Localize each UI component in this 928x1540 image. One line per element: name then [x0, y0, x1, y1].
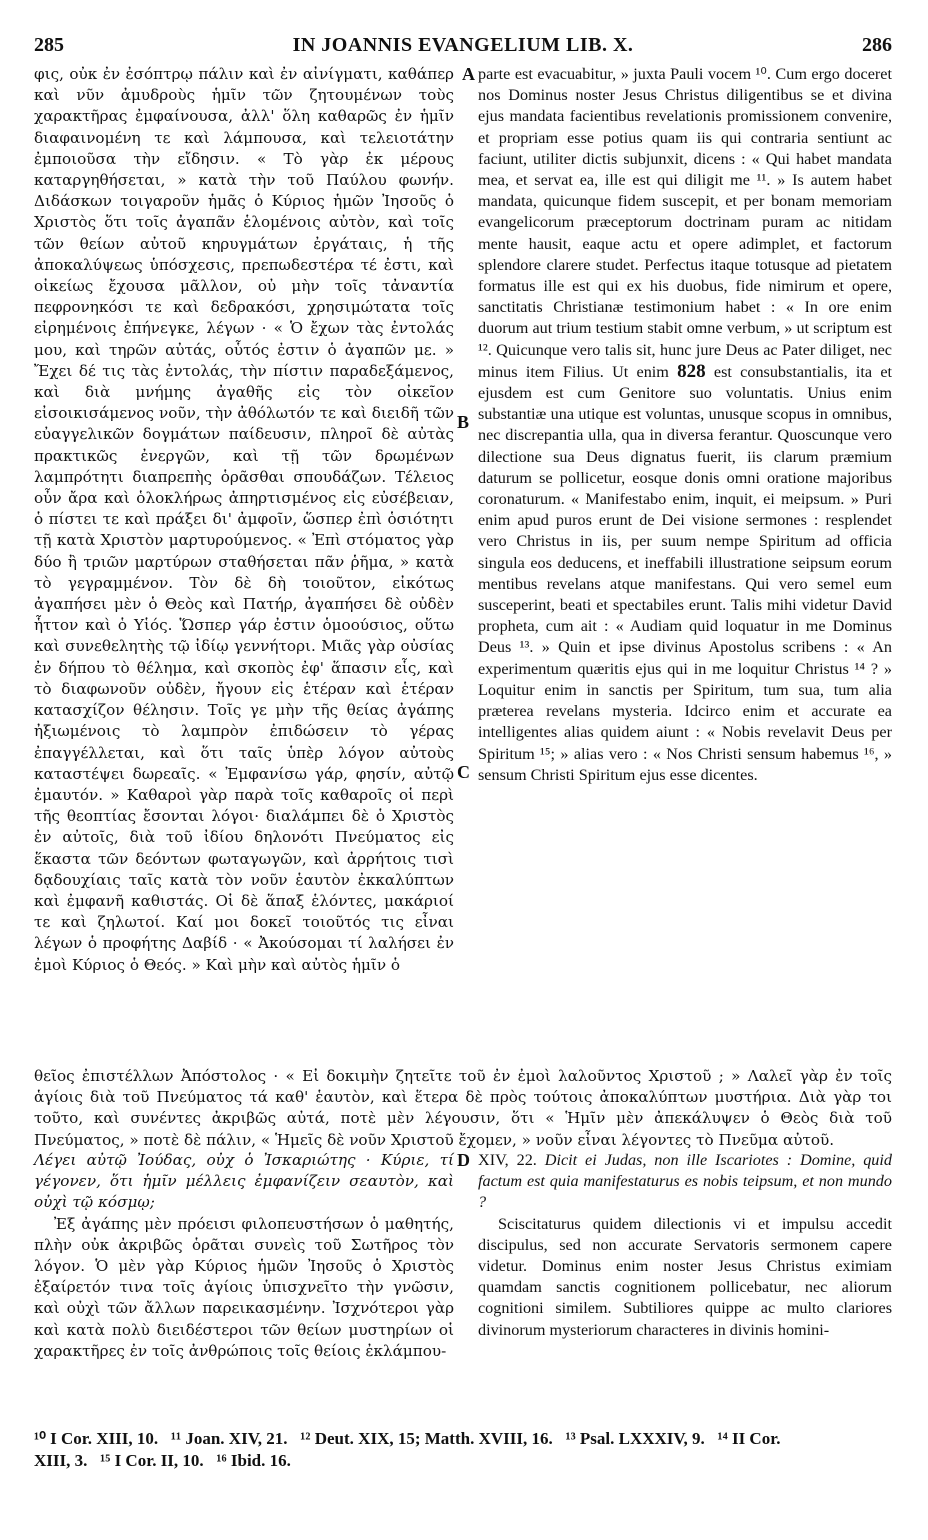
latin-text-top — [478, 64, 892, 786]
greek-lemma: Λέγει αὐτῷ Ἰούδας, οὐχ ὁ Ἰσκαριώτης · Κύριε, τί γέγονεν, ὅτι ἡμῖν μέλλεις ἐμφανίζειν σεαυτὸν, καὶ οὐχὶ τῷ κόσμῳ; — [34, 1151, 454, 1212]
page-number-right: 286 — [862, 34, 892, 56]
latin-text-bottom: Sciscitaturus quidem dilectionis vi et impulsu accedit discipulus, sed non accurate Servatoris sermonem capere videtur. Dominus enim noster Jesus Christus eximiam quamdam sanctis cognitionem pollicebatur, nec aliorum cognitioni similem. Subtiliores quippe ac multo clariores divinorum mysteriorum characteres in divinis homini- — [478, 1214, 892, 1339]
latin-column-bottom — [478, 1150, 892, 1341]
latin-lemma: Dicit ei Judas, non ille Iscariotes : Domine, quid factum est quia manifestaturus es nobis teipsum, et non mundo ? — [478, 1151, 892, 1212]
running-title: IN JOANNIS EVANGELIUM LIB. X. — [292, 34, 634, 56]
margin-marker-d: D — [457, 1150, 470, 1170]
greek-column-bottom — [34, 1150, 454, 1362]
latin-lemma-ref: XIV, 22. — [478, 1151, 537, 1169]
margin-marker-b: B — [457, 412, 470, 432]
footnotes — [34, 1428, 892, 1472]
page-header — [34, 34, 892, 60]
latin-column-top — [478, 64, 892, 786]
greek-column-top — [34, 64, 454, 976]
footnotes-line-2: XIII, 3. ¹⁵ I Cor. II, 10. ¹⁶ Ibid. 16. — [34, 1451, 291, 1470]
latin-lemma-paragraph — [478, 1150, 892, 1214]
greek-fullwidth-passage: θεῖος ἐπιστέλλων Ἀπόστολος · « Εἰ δοκιμὴν ζητεῖτε τοῦ ἐν ἐμοὶ λαλοῦντος Χριστοῦ ; » Λαλεῖ γὰρ ἐν τοῖς ἁγίοις διὰ τοῦ Πνεύματος τά καθ' ἑαυτὸν, καὶ ἕτερα δὲ πρὸς τούτοις ἀποκαλύπτων μυστήρια. Διὰ γὰρ τοι τοῦτο, καὶ συνέντες ἀκριβῶς αὐτά, ποτὲ μὲν λέγουσιν, ὅτι « Ἡμῖν μὲν ἀπεκάλυψεν ὁ Θεὸς διὰ τοῦ Πνεύματος, » ποτὲ δὲ πάλιν, « Ἡμεῖς δὲ νοῦν Χριστοῦ ἔχομεν, » νοῦν εἶναι λέγοντες τὸ Πνεῦμα αὐτοῦ. — [34, 1067, 892, 1149]
page-number-left: 285 — [34, 34, 64, 56]
margin-marker-c: C — [457, 762, 470, 782]
greek-text-top: φις, οὐκ ἐν ἐσόπτρῳ πάλιν καὶ ἐν αἰνίγματι, καθάπερ καὶ νῦν ἀμυδροὺς ἡμῖν τῶν ζητουμένων τοὺς χαρακτῆρας ἐμφαίνουσα, ἀλλ' ὅλη καθαρῶς ἐν ἡμῖν διαφαινομένη τε καὶ λάμπουσα, καὶ τελειοτάτην ἐμποιοῦσα τὴν εἴδησιν. « Τὸ γὰρ ἐκ μέρους καταργηθήσεται, » κατὰ τὴν τοῦ Παύλου φωνήν. Διδάσκων τοιγαροῦν ἡμᾶς ὁ Κύριος ἡμῶν Ἰησοῦς ὁ Χριστὸς ὅτι τοῖς ἀγαπᾶν ἑλομένοις αὐτὸν, καὶ τοῖς τῶν θείων αὐτοῦ κηρυγμάτων ἐργάταις, ἡ τῆς ἀποκαλύψεως ὑπόσχεσις, πρεπωδεστέρα τέ ἐστι, καὶ οἰκείως ἔχουσα μᾶλλον, οὐ μὴν τοῖς τἀναντία πεφρονηκόσι τε καὶ δεδρακόσι, χρησιμώτατα τοῖς εἰρημένοις ἐπήνεγκε, λέγων · « Ὁ ἔχων τὰς ἐντολάς μου, καὶ τηρῶν αὐτάς, οὗτός ἐστιν ὁ ἀγαπῶν με. » Ἔχει δέ τις τὰς ἐντολάς, τὴν πίστιν παραδεξάμενος, καὶ διὰ μνήμης ἀγαθῆς εἰς τὸν οἰκεῖον εἰσοικισάμενος νοῦν, τὴν ἀθόλωτόν τε καὶ διειδῆ τῶν εὐαγγελικῶν δογμάτων παίδευσιν, πληροῖ δὲ αὐτὰς πρακτικῶς ἐνεργῶν, καὶ τῇ τῶν δρωμένων λαμπρότητι διαπρεπὴς ὁρᾶσθαι σπουδάζων. Τέλειος οὖν ἄρα καὶ ὁλοκλήρως ἀπηρτισμένος εἰς εὐσέβειαν, ὁ πίστει τε καὶ πράξει δι' ἀμφοῖν, ὥσπερ ἐπὶ ὁσιότητι τῇ κατὰ Χριστὸν μαρτυρούμενος. « Ἐπὶ στόματος γὰρ δύο ἢ τριῶν μαρτύρων σταθήσεται πᾶν ῥῆμα, » κατὰ τὸ γεγραμμένον. Τὸν δὲ δὴ τοιοῦτον, εἰκότως ἀγαπήσει μὲν ὁ Θεὸς καὶ Πατήρ, ἀγαπήσει δὲ οὐδὲν ἧττον καὶ ὁ Υἱός. Ὥσπερ γάρ ἐστιν ὁμοούσιος, οὕτω καὶ συνεθελητὴς τῷ ἰδίῳ γεννήτορι. Μιᾶς γὰρ οὐσίας ἐν δήπου τὸ θέλημα, καὶ σκοπὸς ἐφ' ἅπασιν εἷς, καὶ τὸ διαφωνοῦν οὐδὲν, ἤγουν εἰς ἑτέραν καὶ ἑτέραν κατασχίζον θέλησιν. Τοῖς γε μὴν τῆς θείας ἀγάπης ἠξιωμένοις τὸ λαμπρὸν ἐπιδώσειν τὸ γέρας ἐπαγγέλλεται, καὶ ὅτι ταῖς ὑπὲρ λόγον αὐτοὺς καταστέψει δωρεαῖς. « Ἐμφανίσω γάρ, φησίν, αὐτῷ ἐμαυτόν. » Καθαροὶ γὰρ παρὰ τοῖς καθαροῖς οἱ περὶ τῆς θεοπτίας ἔσονται λόγοι· διαλάμπει δὲ ὁ Χριστὸς ἐν αὐτοῖς, διὰ τοῦ ἰδίου δηλονότι Πνεύματος εἰς ἕκαστα τῶν δεόντων φωταγωγῶν, καὶ ἀρρήτοις τισὶ δᾳδουχίαις ταῖς κατὰ τὸν νοῦν ἑαυτὸν ἐκκαλύπτων καὶ ἐμφανῆ καθιστάς. Οἱ δὲ ἅπαξ ἑλόντες, μακάριοί τε καὶ ζηλωτοί. Καί μοι δοκεῖ τοιοῦτός τις εἶναι λέγων ὁ προφήτης Δαβίδ · « Ἀκούσομαι τί λαλήσει ἐν ἐμοὶ Κύριος ὁ Θεός. » Καὶ μὴν καὶ αὐτὸς ἡμῖν ὁ — [34, 65, 454, 974]
column-number: 828 — [677, 360, 706, 382]
latin-text-top-b: est consubstantialis, ita et ejusdem est cum Genitore suo voluntatis. Unius enim substantiæ una utique est voluntas, unusque scopus in omnibus, nec discrepantia ulla, qua in diversa ferantur. Quoscunque vero dilectione sua Deus dignatus fuerit, iis clarum præmium daturum se pollicetur, eosque donis omni oratione majoribus coronaturum. « Manifestabo enim, inquit, ei meipsum. » Puri enim apud puros erunt de Dei visione sermones : resplendet vero Christus in iis, per suum nempe Spiritum ad officia singula eos deducens, et ineffabili illustratione seipsum eorum mentibus revelans atque manifestans. Qui vero semel eum susceperint, beati et spectabiles erunt. Talis mihi videtur David propheta, cum ait : « Audiam quid loquatur in me Dominus Deus ¹³. » Quin et ipse divinus Apostolus scribens : « An experimentum quæritis ejus qui in me loquitur Christus ¹⁴ ? » Loquitur enim in sanctis per Spiritum, tum sua, tum alia præterea revelans mysteria. Idcirco enim et accurate ea intelligentes alias quidem aiunt : « Nobis revelavit Deus per Spiritum ¹⁵; » alias vero : « Nos Christi sensum habemus ¹⁶, » sensum Christi Spiritum ejus esse dicentes. — [478, 362, 893, 784]
latin-text-top-a: parte est evacuabitur, » juxta Pauli vocem ¹⁰. Cum ergo doceret nos Dominus noster Jesus Christus diligentibus se et divina ejus mandata facientibus revelationis promissionem convenire, et propriam esse potius quam iis qui contraria sentiunt ac faciunt, utiliter dictis subjunxit, dicens : « Qui habet mandata mea, et servat ea, ille est qui diligit me ¹¹. » Is autem habet mandata, quicunque fidem suscepit, et per bonam memoriam evangelicorum præceptorum doctrinam puram ac nitidam mente hausit, eaque actu et opere adimplet, et factorum splendore clarere studet. Perfectus itaque totusque ad pietatem formatus ille est qui ex his duobus, fide nimirum et opere, sanctitatis Christianæ testimonium habet : « In ore enim duorum aut trium testium stabit omne verbum, » ut scriptum est ¹². Quicunque vero talis sit, hunc jure Deus ac Pater diliget, nec minus item Filius. Ut enim — [478, 65, 892, 381]
greek-text-bottom: Ἐξ ἀγάπης μὲν πρόεισι φιλοπευστήσων ὁ μαθητής, πλὴν οὐκ ἀκριβῶς ὁρᾶται συνεὶς τοῦ Σωτῆρος τὸν λόγον. Ὁ μὲν γὰρ Κύριος ἡμῶν Ἰησοῦς ὁ Χριστὸς ἐξαίρετόν τινα τοῖς ἁγίοις ὑπισχνεῖτο τὴν γνῶσιν, καὶ οὐχὶ τῶν ἄλλων παρεικασμένην. Ἰσχνότεροι γὰρ καὶ κατὰ πολὺ διειδέστεροι τῶν θείων μυστηρίων οἱ χαρακτῆρες ἐν τοῖς ἀνθρώποις τοῖς θείοις ἐκλάμπου- — [34, 1214, 454, 1360]
footnotes-line-1: ¹⁰ I Cor. XIII, 10. ¹¹ Joan. XIV, 21. ¹² Deut. XIX, 15; Matth. XVIII, 16. ¹³ Psal. LXXXIV, 9. ¹⁴ II Cor. — [34, 1429, 781, 1448]
margin-marker-a: A — [462, 64, 475, 84]
